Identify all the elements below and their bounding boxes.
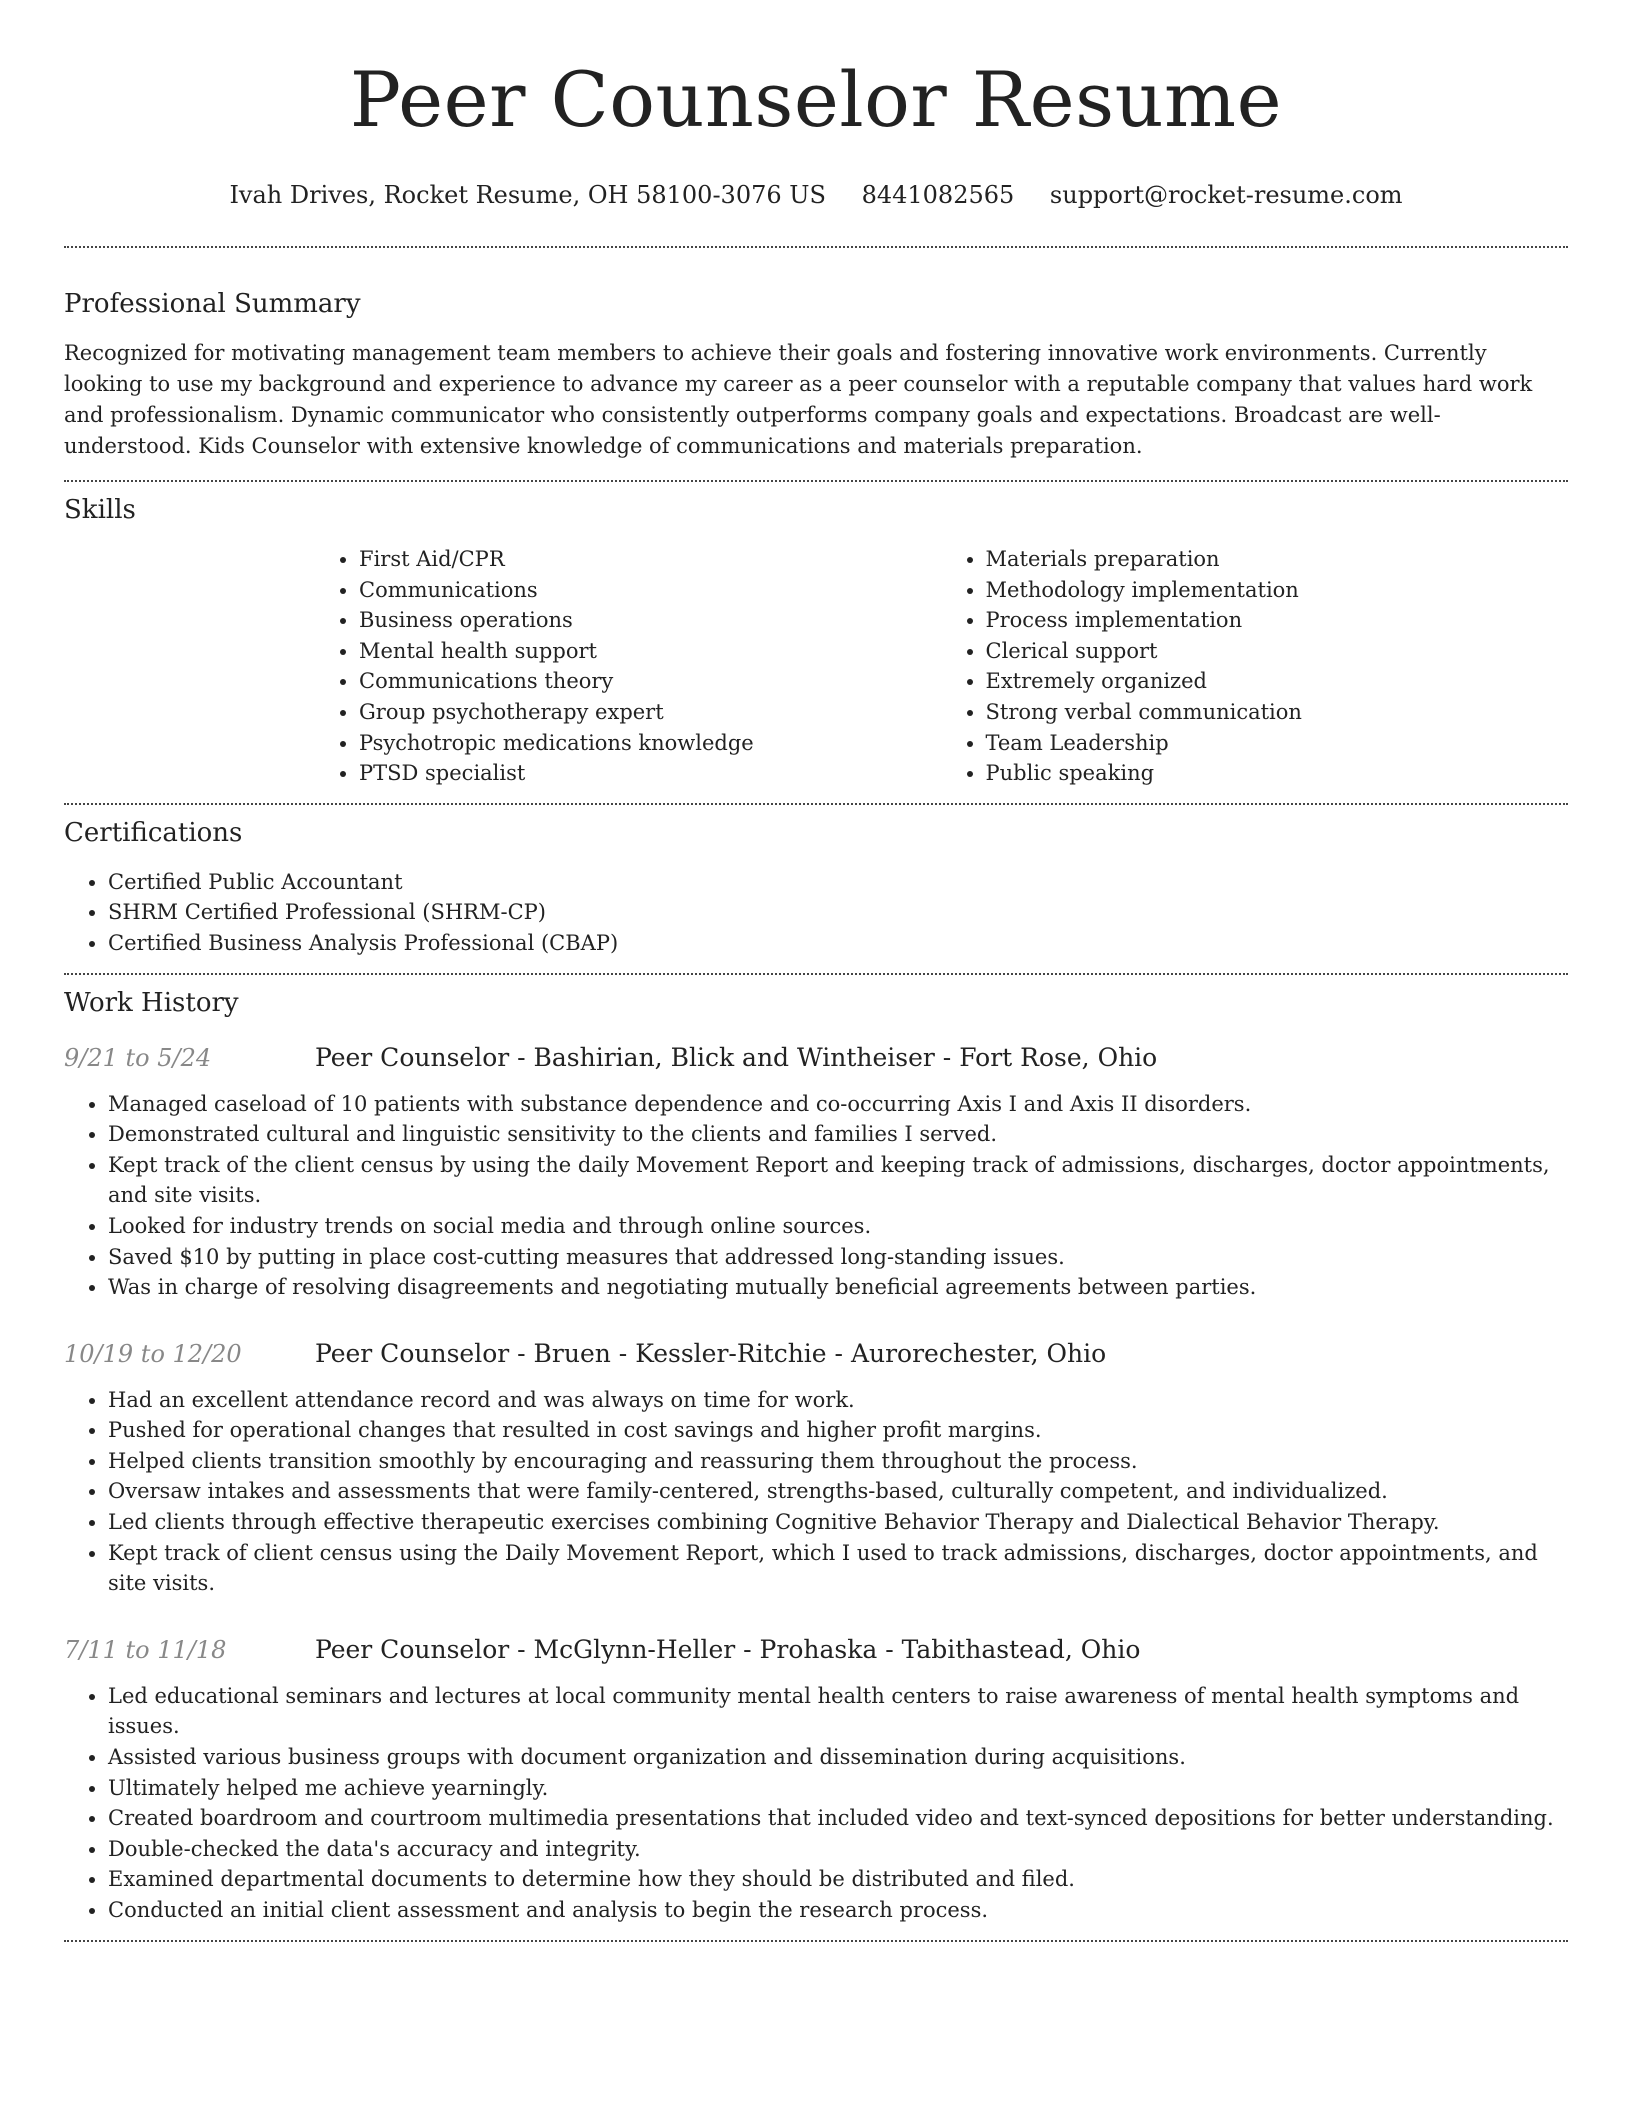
certification-item: • Certified Business Analysis Professional (CBAP) bbox=[108, 928, 1568, 959]
summary-section bbox=[64, 286, 1568, 462]
skill-item: • Process implementation bbox=[986, 605, 1569, 636]
job-dates: 7/11 to 11/18 bbox=[64, 1635, 227, 1664]
summary-text: Recognized for motivating management team members to achieve their goals and fostering innovative work environments. Currently looking to use my background and experience to advance my career as a peer counselor with a reputable company that values hard work and professionalism. Dynamic communicator who consistently outperforms company goals and expectations. Broadcast are well-understood. Kids Counselor with extensive knowledge of communications and materials preparation. bbox=[64, 341, 1533, 458]
contact-phone: 8441082565 bbox=[861, 181, 1015, 209]
skill-item: • Public speaking bbox=[986, 758, 1569, 789]
job-bullets bbox=[64, 1385, 1568, 1599]
section-divider bbox=[64, 973, 1568, 975]
skills-list-left bbox=[315, 544, 942, 789]
job-bullet: • Was in charge of resolving disagreements and negotiating mutually beneficial agreements between parties. bbox=[108, 1272, 1568, 1303]
job-bullet: • Examined departmental documents to determine how they should be distributed and filed. bbox=[108, 1864, 1568, 1895]
section-divider bbox=[64, 1940, 1568, 1942]
skill-item: • Extremely organized bbox=[986, 666, 1569, 697]
skill-item: • Psychotropic medications knowledge bbox=[359, 728, 942, 759]
job-header bbox=[64, 1633, 1568, 1667]
job-title: Peer Counselor - McGlynn-Heller - Prohaska - Tabithastead, Ohio bbox=[315, 1634, 1141, 1664]
skill-item: • Strong verbal communication bbox=[986, 697, 1569, 728]
certifications-list bbox=[64, 867, 1568, 959]
section-divider bbox=[64, 803, 1568, 805]
summary-heading: Professional Summary bbox=[64, 289, 361, 319]
job-bullet: • Led educational seminars and lectures at local community mental health centers to raise awareness of mental health symptoms and issues. bbox=[108, 1681, 1568, 1742]
certifications-section bbox=[64, 815, 1568, 959]
skills-heading: Skills bbox=[64, 495, 136, 525]
resume-title: Peer Counselor Resume bbox=[349, 55, 1283, 144]
skill-item: • PTSD specialist bbox=[359, 758, 942, 789]
skill-item: • Group psychotherapy expert bbox=[359, 697, 942, 728]
job-bullet: • Had an excellent attendance record and was always on time for work. bbox=[108, 1385, 1568, 1416]
job-bullet: • Assisted various business groups with document organization and dissemination during acquisitions. bbox=[108, 1742, 1568, 1773]
job-bullet: • Saved $10 by putting in place cost-cutting measures that addressed long-standing issues. bbox=[108, 1242, 1568, 1273]
contact-line bbox=[64, 178, 1568, 212]
job-bullet: • Conducted an initial client assessment and analysis to begin the research process. bbox=[108, 1895, 1568, 1926]
job-bullet: • Managed caseload of 10 patients with substance dependence and co-occurring Axis I and Axis II disorders. bbox=[108, 1089, 1568, 1120]
job-bullet: • Kept track of the client census by using the daily Movement Report and keeping track of admissions, discharges, doctor appointments, and site visits. bbox=[108, 1150, 1568, 1211]
skill-item: • Clerical support bbox=[986, 636, 1569, 667]
job-bullet: • Pushed for operational changes that resulted in cost savings and higher profit margins. bbox=[108, 1415, 1568, 1446]
job-bullet: • Helped clients transition smoothly by encouraging and reassuring them throughout the process. bbox=[108, 1446, 1568, 1477]
job-bullet: • Double-checked the data's accuracy and integrity. bbox=[108, 1834, 1568, 1865]
job-title: Peer Counselor - Bashirian, Blick and Wintheiser - Fort Rose, Ohio bbox=[315, 1042, 1158, 1072]
work-history-section bbox=[64, 985, 1568, 1926]
certification-item: • Certified Public Accountant bbox=[108, 867, 1568, 898]
skill-item: • First Aid/CPR bbox=[359, 544, 942, 575]
section-divider bbox=[64, 246, 1568, 248]
skill-item: • Team Leadership bbox=[986, 728, 1569, 759]
certifications-heading: Certifications bbox=[64, 817, 243, 848]
skill-item: • Materials preparation bbox=[986, 544, 1569, 575]
job-header bbox=[64, 1337, 1568, 1371]
job-bullets bbox=[64, 1089, 1568, 1303]
contact-address: Ivah Drives, Rocket Resume, OH 58100-3076 US bbox=[229, 181, 826, 209]
skill-item: • Methodology implementation bbox=[986, 575, 1569, 606]
job-bullet: • Created boardroom and courtroom multimedia presentations that included video and text-synced depositions for better understanding. bbox=[108, 1803, 1568, 1834]
contact-email: support@rocket-resume.com bbox=[1049, 181, 1403, 209]
job-entry bbox=[64, 1041, 1568, 1303]
job-entry bbox=[64, 1633, 1568, 1926]
job-bullet: • Ultimately helped me achieve yearningly. bbox=[108, 1773, 1568, 1804]
job-header bbox=[64, 1041, 1568, 1075]
skills-section bbox=[64, 492, 1568, 789]
job-bullet: • Looked for industry trends on social media and through online sources. bbox=[108, 1211, 1568, 1242]
job-dates: 9/21 to 5/24 bbox=[64, 1043, 212, 1072]
job-bullets bbox=[64, 1681, 1568, 1926]
skill-item: • Mental health support bbox=[359, 636, 942, 667]
job-bullet: • Led clients through effective therapeutic exercises combining Cognitive Behavior Therapy and Dialectical Behavior Therapy. bbox=[108, 1507, 1568, 1538]
job-dates: 10/19 to 12/20 bbox=[64, 1339, 242, 1368]
job-bullet: • Kept track of client census using the Daily Movement Report, which I used to track admissions, discharges, doctor appointments, and site visits. bbox=[108, 1538, 1568, 1599]
skill-item: • Business operations bbox=[359, 605, 942, 636]
job-entry bbox=[64, 1337, 1568, 1599]
skills-list-right bbox=[942, 544, 1569, 789]
job-bullet: • Oversaw intakes and assessments that were family-centered, strengths-based, culturally competent, and individualized. bbox=[108, 1476, 1568, 1507]
skill-item: • Communications bbox=[359, 575, 942, 606]
work-history-heading: Work History bbox=[64, 987, 239, 1018]
job-title: Peer Counselor - Bruen - Kessler-Ritchie - Aurorechester, Ohio bbox=[315, 1338, 1107, 1368]
certification-item: • SHRM Certified Professional (SHRM-CP) bbox=[108, 897, 1568, 928]
job-bullet: • Demonstrated cultural and linguistic sensitivity to the clients and families I served. bbox=[108, 1119, 1568, 1150]
skill-item: • Communications theory bbox=[359, 666, 942, 697]
section-divider bbox=[64, 480, 1568, 482]
skills-grid bbox=[315, 544, 1568, 789]
